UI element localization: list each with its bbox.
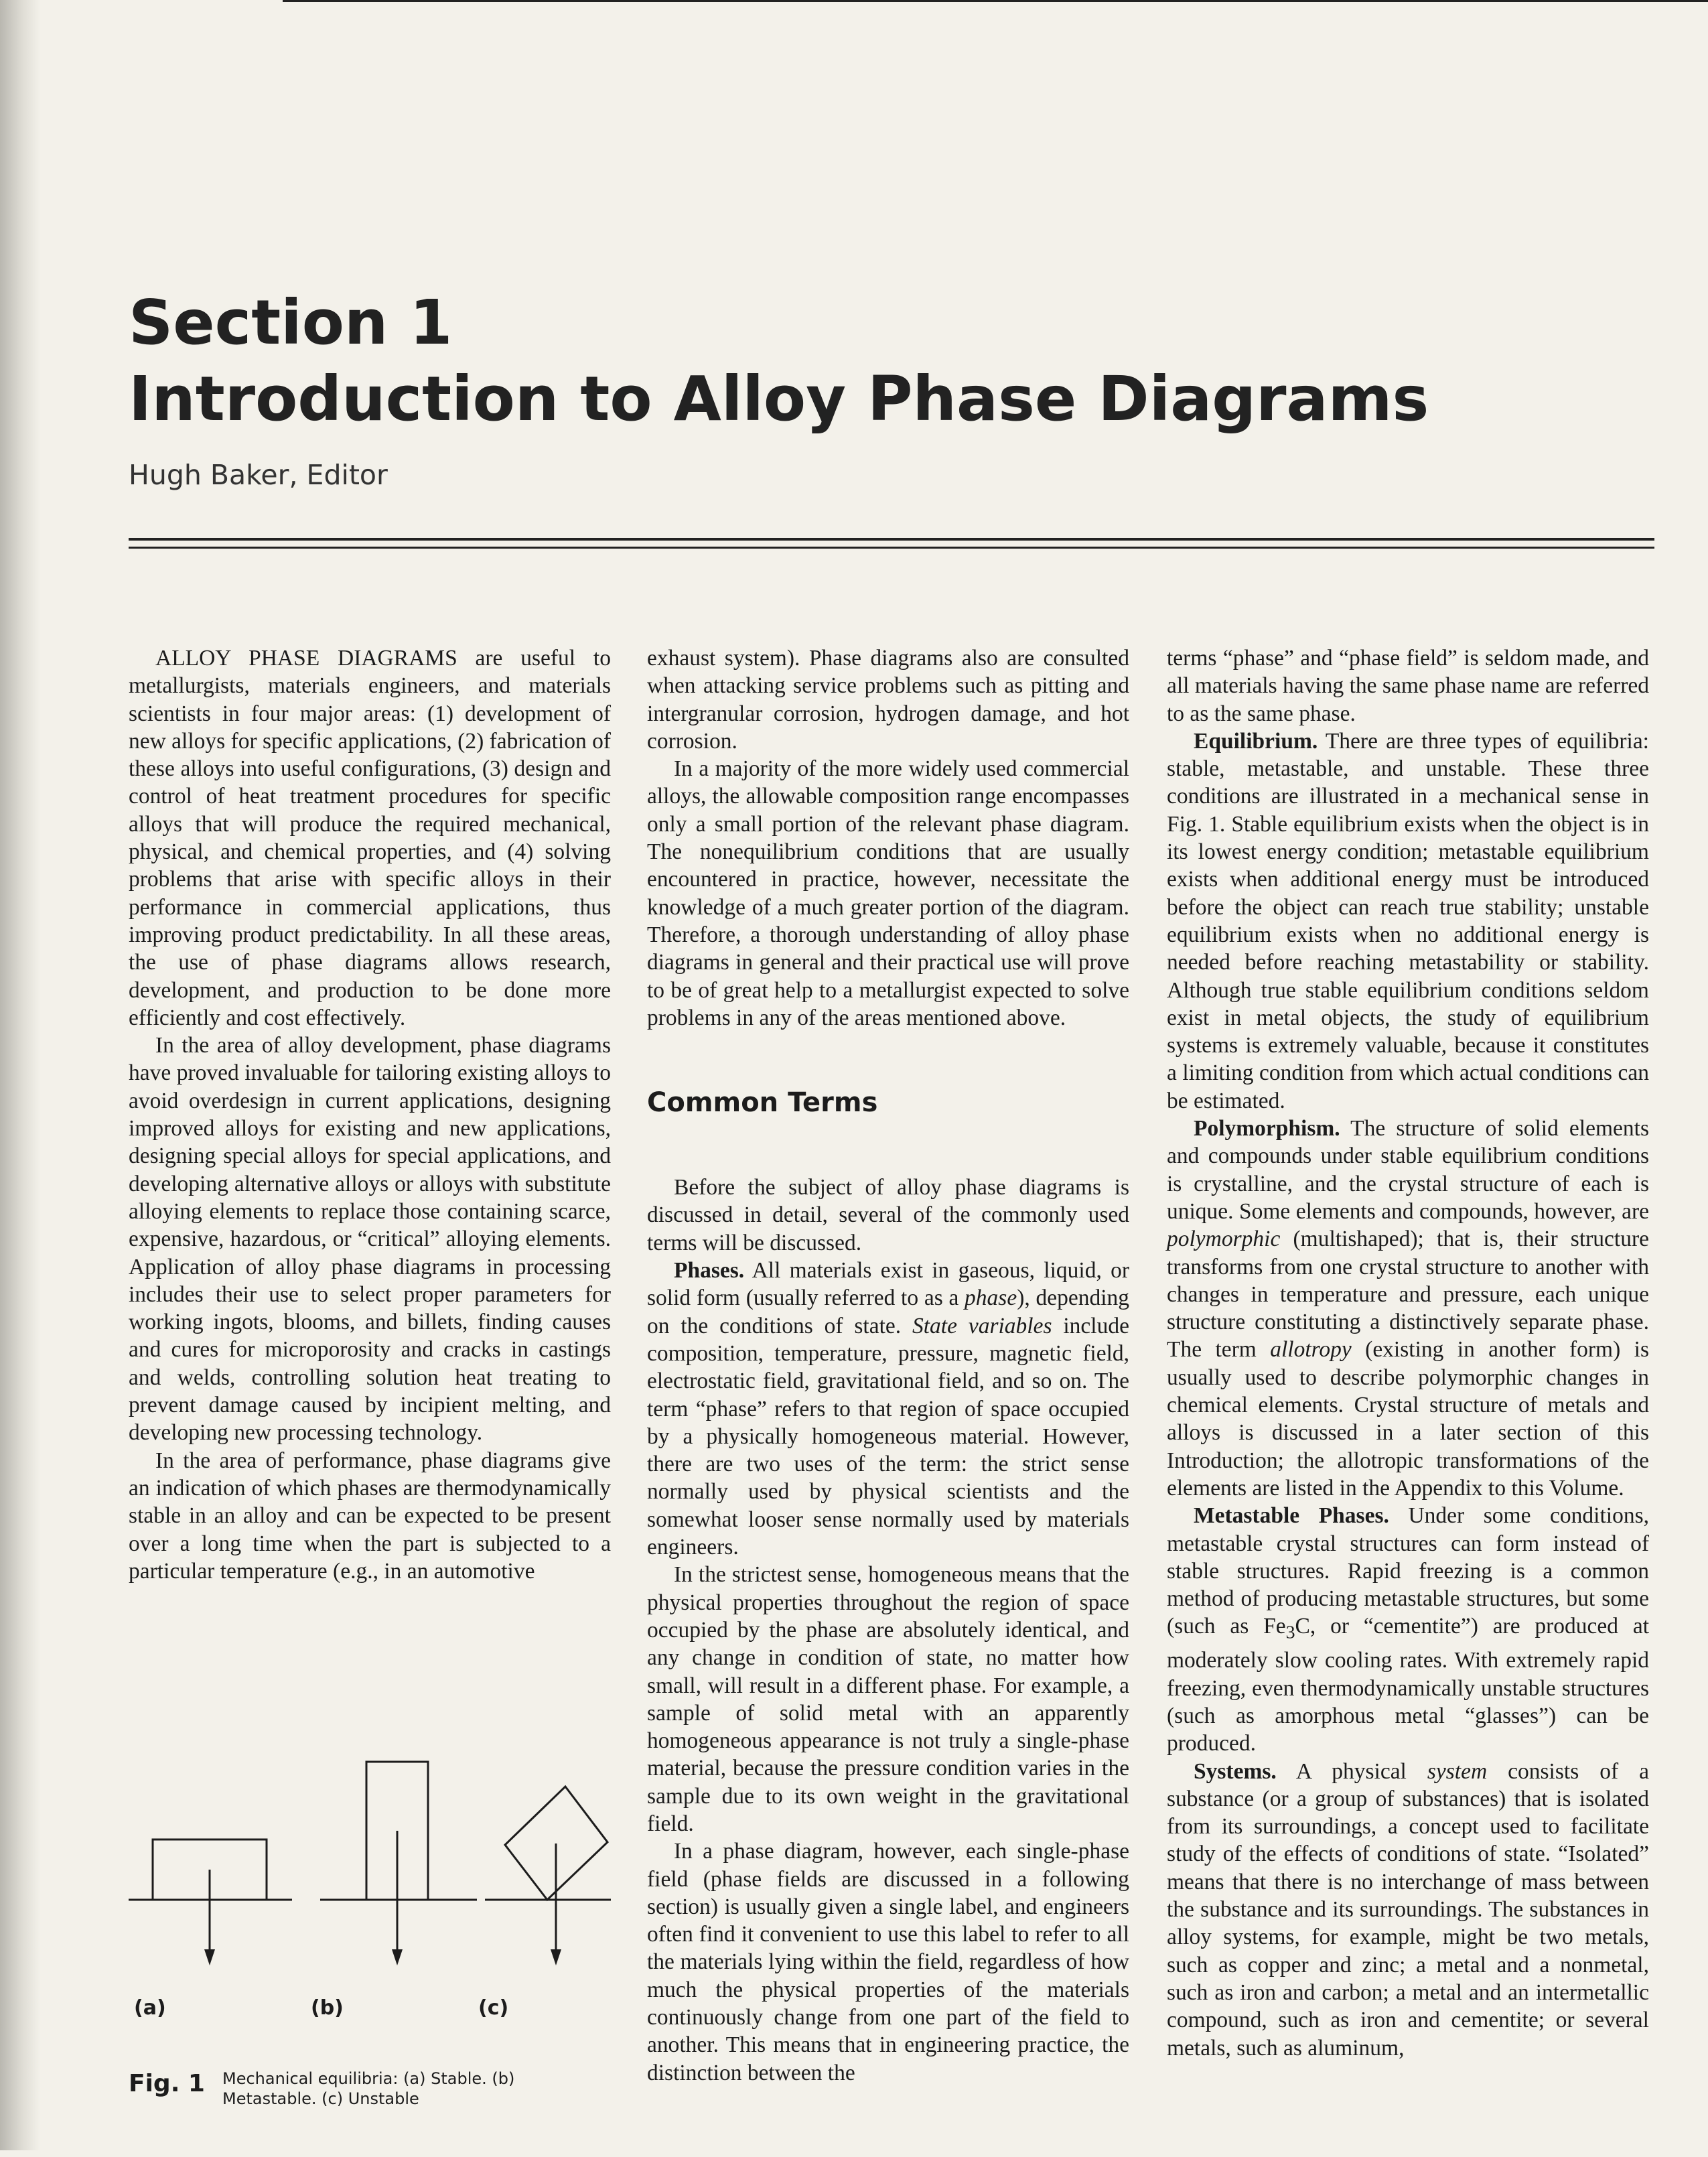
section-title-text: Introduction to Alloy Phase Diagrams	[129, 363, 1429, 435]
paragraph: Before the subject of alloy phase diagrams is discussed in detail, several of the commonly used terms will be discussed.	[647, 1175, 1129, 1255]
paragraph: ALLOY PHASE DIAGRAMS are useful to metallurgists, materials engineers, and materials scientists in four major areas: (1) development of new alloys for specific applications, (2) fabrication of these alloys into useful configurations, (3) design and control of heat treatment procedures for specific alloys that will produce the required mechanical, physical, and chemical properties, and (4) solving problems that arise with specific alloys in their performance in commercial applications, thus improving product predictability. In all these areas, the use of phase diagrams allows research, development, and production to be done more efficiently and cost effectively.	[129, 646, 611, 1030]
run-in-heading: Phases.	[674, 1258, 745, 1283]
paragraph: In the area of alloy development, phase diagrams have proved invaluable for tailoring existing alloys to avoid overdesign in current applications, designing improved alloys for existing and new applications, designing special alloys for special applications, and developing alternative alloys or alloys with substitute alloying elements to replace those containing scarce, expensive, hazardous, or “critical” alloying elements. Application of alloy phase diagrams in processing includes their use to select proper parameters for working ingots, blooms, and billets, finding causes and cures for microporosity and cracks in castings and welds, controlling solution heat treating to prevent damage caused by incipient melting, and developing new processing technology.	[129, 1033, 611, 1446]
paragraph-polymorphism: Polymorphism. The structure of solid elements and compounds under stable equilibrium conditions is crystalline, and the crystal structure of each is unique. Some elements and compounds, however, are polymorphic (multishaped); that is, their structure transforms from one crystal structure to another with changes in temperature and pressure, each unique structure constituting a distinctively separate phase. The term allotropy (existing in another form) is usually used to describe polymorphic changes in chemical elements. Crystal structure of metals and alloys is discussed in a later section of this Introduction; the allotropic transformations of the elements are listed in the Appendix to this Volume.	[1167, 1116, 1649, 1501]
paragraph-metastable: Metastable Phases. Under some conditions, metastable crystal structures can form instead of stable structures. Rapid freezing is a common method of producing metastable structures, but some (such as $Fe_3C$, or “cementite”) are produced at moderately slow cooling rates. With extremely rapid freezing, even thermodynamically unstable structures (such as amorphous metal “glasses”) can be produced.	[1167, 1503, 1650, 1756]
column-3	[1167, 644, 1649, 2062]
paragraph: In the strictest sense, homogeneous means that the physical properties throughout the region of space occupied by the phase are absolutely identical, and any change in condition of state, no matter how small, will result in a different phase. For example, a sample of solid metal with an apparently homogeneous appearance is not truly a single-phase material, because the pressure condition varies in the sample due to its own weight in the gravitational field.	[647, 1562, 1129, 1836]
figure-number: Fig. 1	[129, 2070, 205, 2097]
arrowhead-c	[551, 1949, 561, 1965]
section-label: Section 1	[129, 287, 453, 358]
paragraph: terms “phase” and “phase field” is seldom made, and all materials having the same phase name are referred to as the same phase.	[1167, 646, 1649, 726]
run-in-heading: Metastable Phases.	[1194, 1503, 1389, 1529]
paragraph: In a phase diagram, however, each single-phase field (phase fields are discussed in a following section) is usually given a single label, and engineers often find it convenient to use this label to refer to all the materials lying within the field, regardless of how much the physical properties of the materials continuously change from one part of the field to another. This means that in engineering practice, the distinction between the	[647, 1839, 1129, 2085]
run-in-heading: Polymorphism.	[1194, 1116, 1340, 1141]
run-in-heading: Equilibrium.	[1194, 728, 1318, 754]
label-b: (b)	[311, 1996, 344, 2020]
figure-caption: Mechanical equilibria: (a) Stable. (b) Metastable. (c) Unstable	[222, 2069, 515, 2108]
paragraph-systems: Systems. A physical system consists of a substance (or a group of substances) that is isolated from its surroundings, a concept used to facilitate study of the effects of conditions of state. “Isolated” means that there is no interchange of mass between the substance and its surroundings. The substances in alloy systems, for example, might be two metals, such as copper and zinc; a metal and a nonmetal, such as iron and carbon; a metal and an intermetallic compound, such as iron and cementite; or several metals, such as aluminum,	[1167, 1758, 1649, 2061]
label-a: (a)	[134, 1996, 166, 2020]
arrowhead-b	[392, 1949, 403, 1965]
figure-1	[129, 1052, 611, 2157]
paragraph-phases: Phases. All materials exist in gaseous, liquid, or solid form (usually referred to as a phase), depending on the conditions of state. State variables include composition, temperature, pressure, magnetic field, electrostatic field, gravitational field, and so on. The term “phase” refers to that region of space occupied by a physically homogeneous material. However, there are two uses of the term: the strict sense normally used by physical scientists and the somewhat looser sense normally used by materials engineers.	[647, 1258, 1129, 1560]
equilibria-diagram	[129, 1052, 611, 2057]
paragraph: In a majority of the more widely used commercial alloys, the allowable composition range encompasses only a small portion of the relevant phase diagram. The nonequilibrium conditions that are usually encountered in practice, however, necessitate the knowledge of a much greater portion of the diagram. Therefore, a thorough understanding of alloy phase diagrams in general and their practical use will prove to be of great help to a metallurgist expected to solve problems in any of the areas mentioned above.	[647, 756, 1129, 1030]
section-heading: Common Terms	[647, 1087, 878, 1119]
label-c: (c)	[478, 1996, 509, 2020]
title-rule-thin	[129, 547, 1654, 549]
paragraph: In the area of performance, phase diagrams give an indication of which phases are thermodynamically stable in an alloy and can be expected to be present over a long time when the part is subjected to a particular temperature (e.g., in an automotive	[129, 1448, 611, 1584]
arrowhead-a	[204, 1949, 215, 1965]
title-rule-thick	[129, 538, 1654, 541]
page-title	[129, 285, 1429, 437]
paragraph: exhaust system). Phase diagrams also are consulted when attacking service problems such as pitting and intergranular corrosion, hydrogen damage, and hot corrosion.	[647, 646, 1129, 754]
editor-credit: Hugh Baker, Editor	[129, 459, 388, 491]
column-2	[647, 644, 1129, 2087]
top-rule	[283, 0, 1708, 2]
paragraph-equilibrium: Equilibrium. There are three types of equilibria: stable, metastable, and unstable. These three conditions are illustrated in a mechanical sense in Fig. 1. Stable equilibrium exists when the object is in its lowest energy condition; metastable equilibrium exists when additional energy must be introduced before the object can reach true stability; unstable equilibrium exists when no additional energy is needed before reaching metastability or stability. Although true stable equilibrium conditions seldom exist in metal objects, the study of equilibrium systems is extremely valuable, because it constitutes a limiting condition from which actual conditions can be estimated.	[1167, 728, 1649, 1113]
run-in-heading: Systems.	[1194, 1758, 1277, 1784]
page-binding-shadow	[0, 0, 40, 2150]
